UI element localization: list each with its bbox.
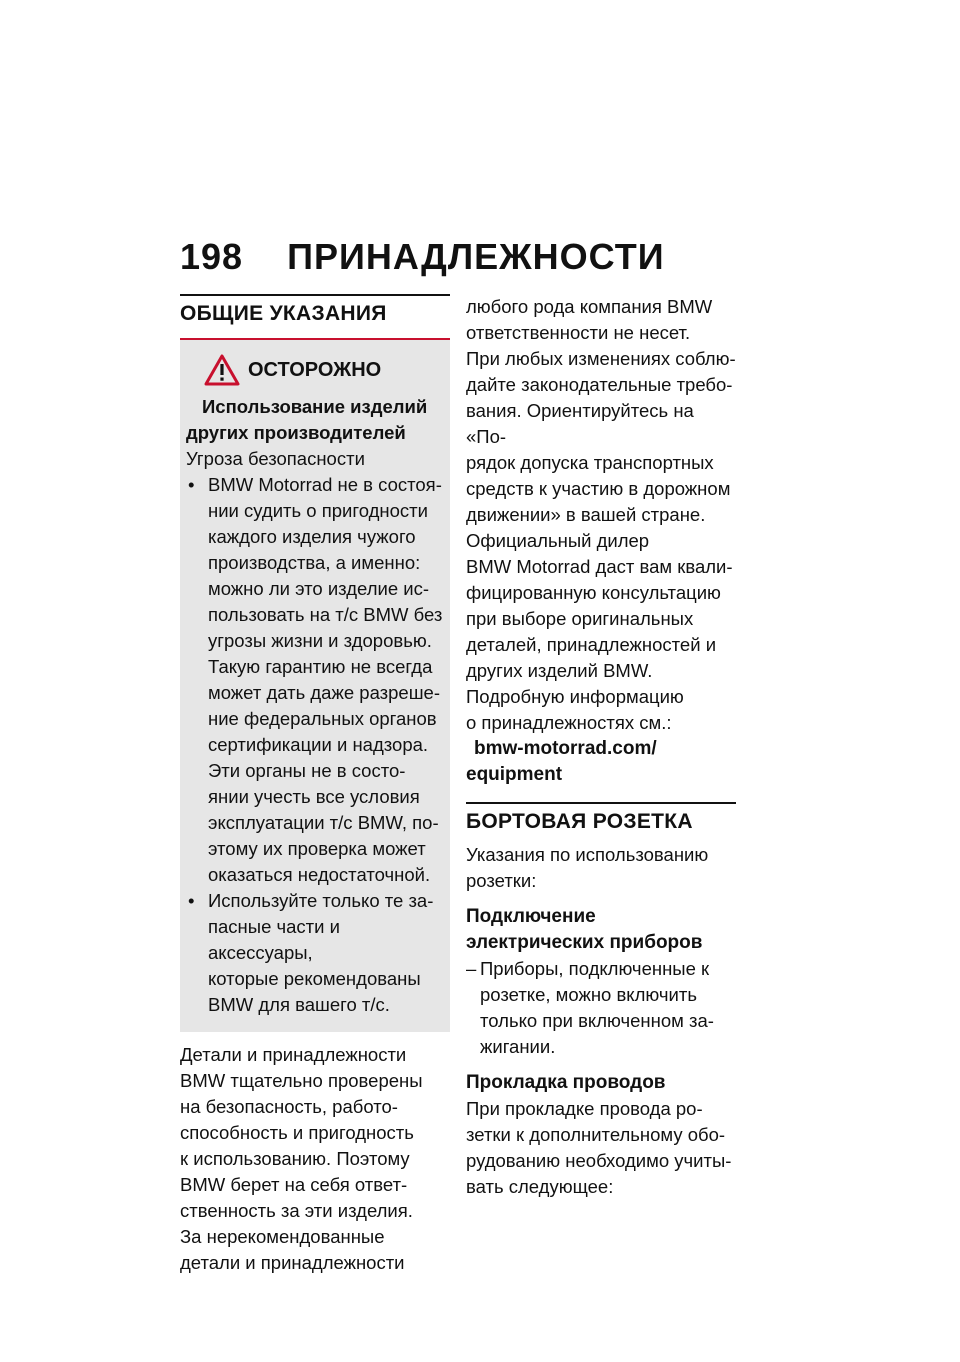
warning-heading-line: Использование изделий xyxy=(202,396,428,417)
text-line: BMW Motorrad даст вам квали- xyxy=(466,556,733,577)
page-header xyxy=(180,236,665,278)
wiring-text xyxy=(466,1096,736,1200)
text-line: рудованию необходимо учиты- xyxy=(466,1150,732,1171)
text-line: При любых изменениях соблю- xyxy=(466,348,736,369)
dash-mark: – xyxy=(466,958,477,979)
text-line: о принадлежностях см.: xyxy=(466,712,672,733)
accessory-link[interactable] xyxy=(466,736,736,788)
text-line: при выборе оригинальных xyxy=(466,608,694,629)
warning-hazard: Угроза безопасности xyxy=(186,448,365,469)
text-line: ответственности не несет. xyxy=(466,322,691,343)
section-title-socket: БОРТОВАЯ РОЗЕТКА xyxy=(466,802,736,834)
text-line: зетки к дополнительному обо- xyxy=(466,1124,726,1145)
subheading-devices xyxy=(466,904,736,956)
warning-bullet-text xyxy=(208,888,444,1018)
warning-heading-line: других производителей xyxy=(186,422,406,443)
text-line: этому их проверка может xyxy=(208,838,426,859)
text-line: угрозы жизни и здоровью. xyxy=(208,630,432,651)
text-line: на безопасность, работо- xyxy=(180,1096,398,1117)
text-line: рядок допуска транспортных xyxy=(466,452,714,473)
dash-item xyxy=(466,956,736,1060)
text-line: фицированную консультацию xyxy=(466,582,721,603)
url-line[interactable]: equipment xyxy=(466,764,563,785)
warning-box xyxy=(180,340,450,1032)
text-line: можно ли это изделие ис- xyxy=(208,578,429,599)
text-line: пользовать на т/с BMW без xyxy=(208,604,443,625)
warning-bullet xyxy=(186,472,444,888)
text-line: Подробную информацию xyxy=(466,686,684,707)
text-line: Такую гарантию не всегда xyxy=(208,656,433,677)
text-line: любого рода компания BMW xyxy=(466,296,713,317)
url-line[interactable]: bmw-motorrad.com/ xyxy=(474,738,657,759)
warning-triangle-icon xyxy=(204,354,240,386)
text-line: Указания по использованию xyxy=(466,844,709,865)
text-line: Детали и принадлежности xyxy=(180,1044,407,1065)
text-line: деталей, принадлежностей и xyxy=(466,634,717,655)
text-line: жигании. xyxy=(480,1036,556,1057)
text-line: BMW Motorrad не в состоя- xyxy=(208,474,442,495)
general-body-text xyxy=(180,1042,450,1276)
chapter-title: ПРИНАДЛЕЖНОСТИ xyxy=(287,236,665,277)
text-line: способность и пригодность xyxy=(180,1122,414,1143)
warning-bullet-text xyxy=(208,472,444,888)
text-line: ние федеральных органов xyxy=(208,708,437,729)
text-line: янии учесть все условия xyxy=(208,786,420,807)
text-line: только при включенном за- xyxy=(480,1010,714,1031)
text-line: За нерекомендованные xyxy=(180,1226,385,1247)
bullet-dot: • xyxy=(188,474,195,495)
text-line: BMW берет на себя ответ- xyxy=(180,1174,408,1195)
continued-body-text xyxy=(466,294,736,736)
left-column xyxy=(180,294,450,1276)
text-line: Приборы, подключенные к xyxy=(480,958,710,979)
text-line: розетки: xyxy=(466,870,537,891)
text-line: Используйте только те за- xyxy=(208,890,434,911)
text-line: к использованию. Поэтому xyxy=(180,1148,410,1169)
text-line: движении» в вашей стране. xyxy=(466,504,706,525)
warning-heading xyxy=(186,394,444,446)
text-line: BMW для вашего т/с. xyxy=(208,994,390,1015)
section-title-general: ОБЩИЕ УКАЗАНИЯ xyxy=(180,294,450,326)
warning-header xyxy=(204,354,444,386)
text-line: эксплуатации т/с BMW, по- xyxy=(208,812,439,833)
subheading-line: электрических приборов xyxy=(466,932,703,953)
warning-label: ОСТОРОЖНО xyxy=(248,358,382,381)
text-line: нии судить о пригодности xyxy=(208,500,428,521)
text-line: каждого изделия чужого xyxy=(208,526,416,547)
subheading-line: Подключение xyxy=(466,906,596,927)
text-line: вания. Ориентируйтесь на «По- xyxy=(466,400,694,447)
text-line: может дать даже разреше- xyxy=(208,682,440,703)
text-line: которые рекомендованы xyxy=(208,968,421,989)
text-line: средств к участию в дорожном xyxy=(466,478,731,499)
right-column xyxy=(466,294,736,1200)
text-line: вать следующее: xyxy=(466,1176,614,1197)
text-line: пасные части и аксессуары, xyxy=(208,916,340,963)
text-line: Эти органы не в состо- xyxy=(208,760,406,781)
text-line: ственность за эти изделия. xyxy=(180,1200,413,1221)
text-line: При прокладке провода ро- xyxy=(466,1098,703,1119)
dash-item-text xyxy=(480,956,736,1060)
page-number: 198 xyxy=(180,236,244,277)
warning-bullet xyxy=(186,888,444,1018)
text-line: BMW тщательно проверены xyxy=(180,1070,423,1091)
socket-intro xyxy=(466,842,736,894)
text-line: Официальный дилер xyxy=(466,530,650,551)
text-line: детали и принадлежности xyxy=(180,1252,405,1273)
text-line: дайте законодательные требо- xyxy=(466,374,733,395)
bullet-dot: • xyxy=(188,890,195,911)
subheading-wiring: Прокладка проводов xyxy=(466,1072,666,1093)
text-line: оказаться недостаточной. xyxy=(208,864,431,885)
text-line: других изделий BMW. xyxy=(466,660,653,681)
text-line: производства, а именно: xyxy=(208,552,421,573)
text-line: розетке, можно включить xyxy=(480,984,697,1005)
text-line: сертификации и надзора. xyxy=(208,734,429,755)
